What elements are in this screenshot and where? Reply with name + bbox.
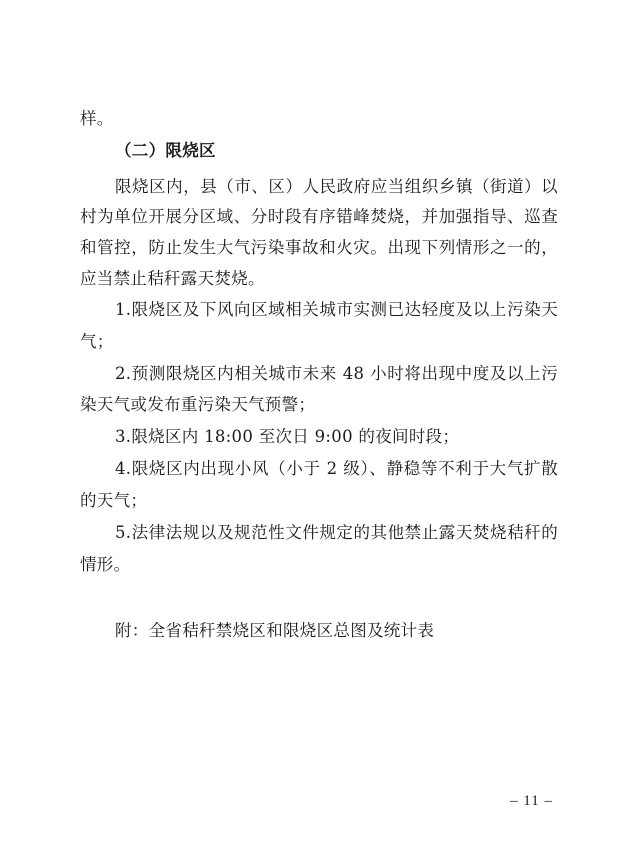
section-heading: （二）限烧区 (115, 141, 216, 160)
page-number: – 11 – (510, 793, 553, 809)
text-line: 染天气或发布重污染天气预警； (80, 395, 316, 414)
list-item-3: 3.限烧区内 18:00 至次日 9:00 的夜间时段； (115, 427, 460, 446)
list-item-1: 1.限烧区及下风向区域相关城市实测已达轻度及以上污染天 (115, 300, 558, 319)
attachment-note: 附：全省秸秆禁烧区和限烧区总图及统计表 (115, 621, 435, 640)
text-line: 村为单位开展分区域、分时段有序错峰焚烧，并加强指导、巡查 (80, 207, 558, 226)
text-line: 样。 (80, 109, 114, 128)
text-line: 情形。 (80, 555, 131, 574)
text-line: 和管控，防止发生大气污染事故和火灾。出现下列情形之一的， (80, 238, 558, 257)
list-item-2: 2.预测限烧区内相关城市未来 48 小时将出现中度及以上污 (115, 364, 558, 383)
text-line: 气； (80, 332, 114, 351)
text-line: 限烧区内，县（市、区）人民政府应当组织乡镇（街道）以 (115, 177, 558, 196)
text-line: 应当禁止秸秆露天焚烧。 (80, 269, 265, 288)
list-item-4: 4.限烧区内出现小风（小于 2 级）、静稳等不利于大气扩散 (115, 459, 558, 478)
text-line: 的天气； (80, 491, 148, 510)
list-item-5: 5.法律法规以及规范性文件规定的其他禁止露天焚烧秸秆的 (115, 523, 558, 542)
